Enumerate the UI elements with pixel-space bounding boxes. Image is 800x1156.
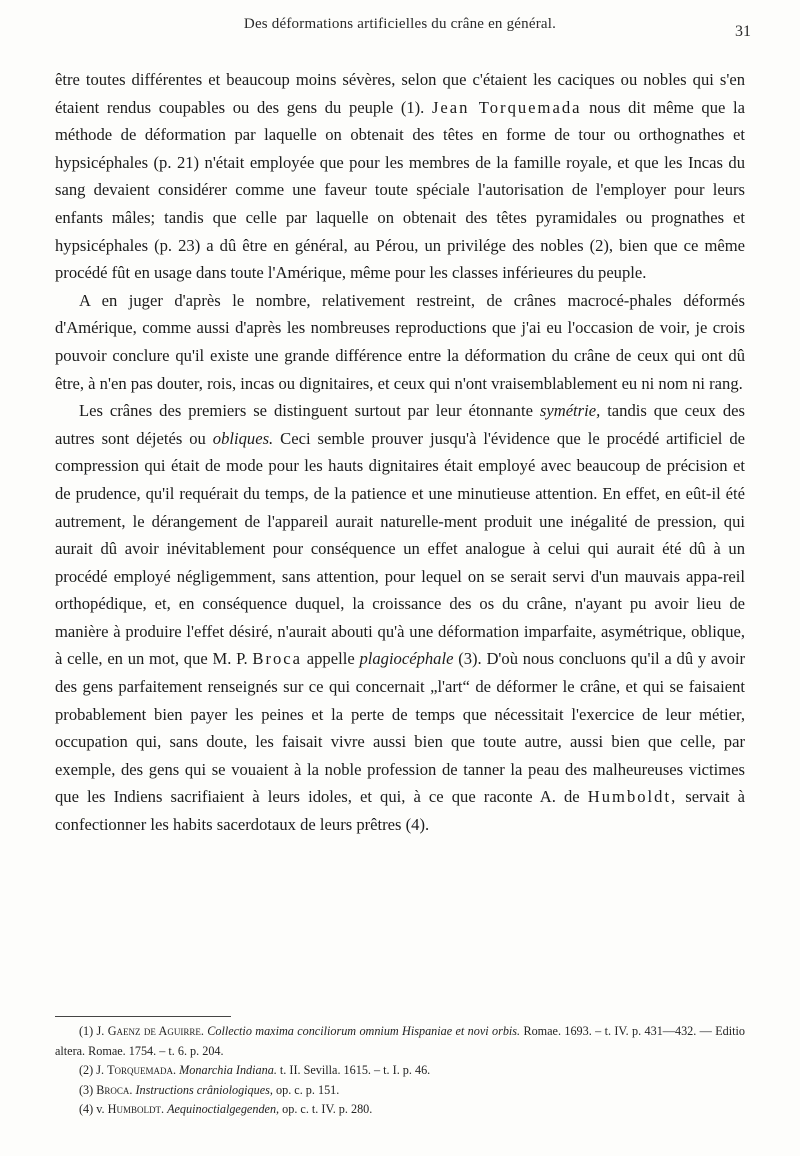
text-run: (2) J. bbox=[79, 1063, 108, 1078]
spaced-name: Broca bbox=[252, 649, 303, 669]
text-run: Ceci semble prouver jusqu'à l'évidence que le procédé artificiel de compression qui était de mode pour les hauts dignitaires était employé avec beaucoup de précision et de prudence, qu'il requérait du temps, de la patience et une minutieuse attention. En effet, en eût-il été autrement, le dérangement de l'appareil aurait naturelle-ment produit une inégalité de pression, qui aurait dû avoir inévitablement pour conséquence un effet analogue à celui qui aurait été dû à un procédé employé négligemment, sans attention, pour lequel on se serait servi d'un mauvais appa-reil orthopédique, et, en conséquence duquel, la croissance des os du crâne, n'ayant pu avoir lieu de manière à produire l'effet désiré, n'aurait abouti qu'à une déformation imparfaite, asymétrique, oblique, à celle, en un mot, que M. P. bbox=[55, 428, 745, 669]
text-run: op. c. p. 151. bbox=[272, 1082, 340, 1097]
text-run: (3) bbox=[79, 1082, 97, 1097]
footnotes bbox=[55, 1022, 745, 1120]
running-title: Des déformations artificielles du crâne en général. bbox=[243, 16, 557, 32]
author-name: Humboldt. bbox=[107, 1102, 165, 1117]
text-run: tandis que ceux des autres sont déjetés ou bbox=[55, 401, 745, 448]
text-run: (3). D'où nous concluons qu'il a dû y avoir des gens parfaitement renseignés sur ce qui concernait „l'art“ de déformer le crâne, et qui se faisaient probablement bien payer les peines et la perte de temps que nécessitait l'exercice de leur métier, occupation qui, sans doute, les faisait vivre aussi bien que toute autre, aussi bien que celle, par exemple, des gens qui se vouaient à la noble profession de tanner la peau des malheureuses victimes que les Indiens sacrifiaient à leurs idoles, et qui, à ce que raconte A. de bbox=[55, 649, 745, 807]
italic-run: Collectio maxima conciliorum omnium Hispaniae et novi orbis. bbox=[207, 1024, 521, 1038]
author-name: Torquemada. bbox=[107, 1063, 177, 1078]
italic-run: symétrie, bbox=[539, 401, 601, 421]
text-run: nous dit même que la méthode de déformation par laquelle on obtenait des têtes en forme de tour ou orthognathes et hypsicéphales (p. 21) n'était employée que pour les membres de la famille royale, et que les Incas du sang devaient considérer comme une faveur toute spéciale l'autorisation de l'employer pour leurs enfants mâles; tandis que celle par laquelle on obtenait des têtes pyramidales ou prognathes et hypsicéphales (p. 23) a dû être en général, au Pérou, un privilége des nobles (2), bien que ce même procédé fût en usage dans toute l'Amérique, même pour les classes inférieures du peuple. bbox=[55, 97, 745, 283]
text-run: Les crânes des premiers se distinguent surtout par leur étonnante bbox=[79, 401, 540, 421]
footnote bbox=[55, 1061, 745, 1081]
italic-run: plagiocéphale bbox=[359, 649, 454, 669]
text-run: Romae. 1693. – t. IV. p. 431—432. — Editio altera. Romae. 1754. – t. 6. p. 204. bbox=[55, 1024, 745, 1058]
text-run: appelle bbox=[302, 649, 360, 669]
spaced-name: Jean Torquemada bbox=[431, 97, 582, 117]
italic-run: obliques. bbox=[212, 428, 274, 448]
text-run: A en juger d'après le nombre, relativement restreint, de crânes macrocé-phales déformés d'Amérique, comme aussi d'après les nombreuses reproductions que j'ai eu l'occasion de voir, je crois pouvoir conclure qu'il existe une grande différence entre la déformation du crâne de ceux qui ont dû être, à n'en pas douter, rois, incas ou dignitaires, et ceux qui n'ont vraisemblablement eu ni nom ni rang. bbox=[55, 290, 745, 393]
text-run: op. c. t. IV. p. 280. bbox=[279, 1102, 373, 1117]
text-run: (4) v. bbox=[79, 1102, 108, 1117]
text-run: être toutes différentes et beaucoup moins sévères, selon que c'étaient les caciques ou nobles qui s'en étaient rendus coupables ou des gens du peuple (1). bbox=[55, 70, 745, 117]
page-number: 31 bbox=[735, 23, 751, 40]
italic-run: Monarchia Indiana. bbox=[179, 1063, 277, 1078]
paragraph bbox=[55, 397, 745, 839]
running-header bbox=[55, 16, 751, 40]
author-name: Gaenz de Aguirre. bbox=[107, 1024, 204, 1038]
text-run: (1) J. bbox=[79, 1024, 108, 1038]
footnote bbox=[55, 1081, 745, 1101]
footnote bbox=[55, 1100, 745, 1120]
footnote-separator bbox=[55, 1016, 231, 1017]
paragraph bbox=[55, 66, 745, 287]
italic-run: Instructions crâniologiques, bbox=[135, 1082, 273, 1097]
footnote bbox=[55, 1022, 745, 1061]
text-run: servait à confectionner les habits sacerdotaux de leurs prêtres (4). bbox=[55, 787, 745, 835]
paragraph bbox=[55, 287, 745, 397]
body-text bbox=[55, 66, 745, 839]
spaced-name: Humboldt, bbox=[587, 787, 678, 807]
text-run: t. II. Sevilla. 1615. – t. I. p. 46. bbox=[276, 1063, 431, 1078]
author-name: Broca. bbox=[96, 1082, 133, 1097]
italic-run: Aequinoctialgegenden, bbox=[167, 1102, 280, 1117]
